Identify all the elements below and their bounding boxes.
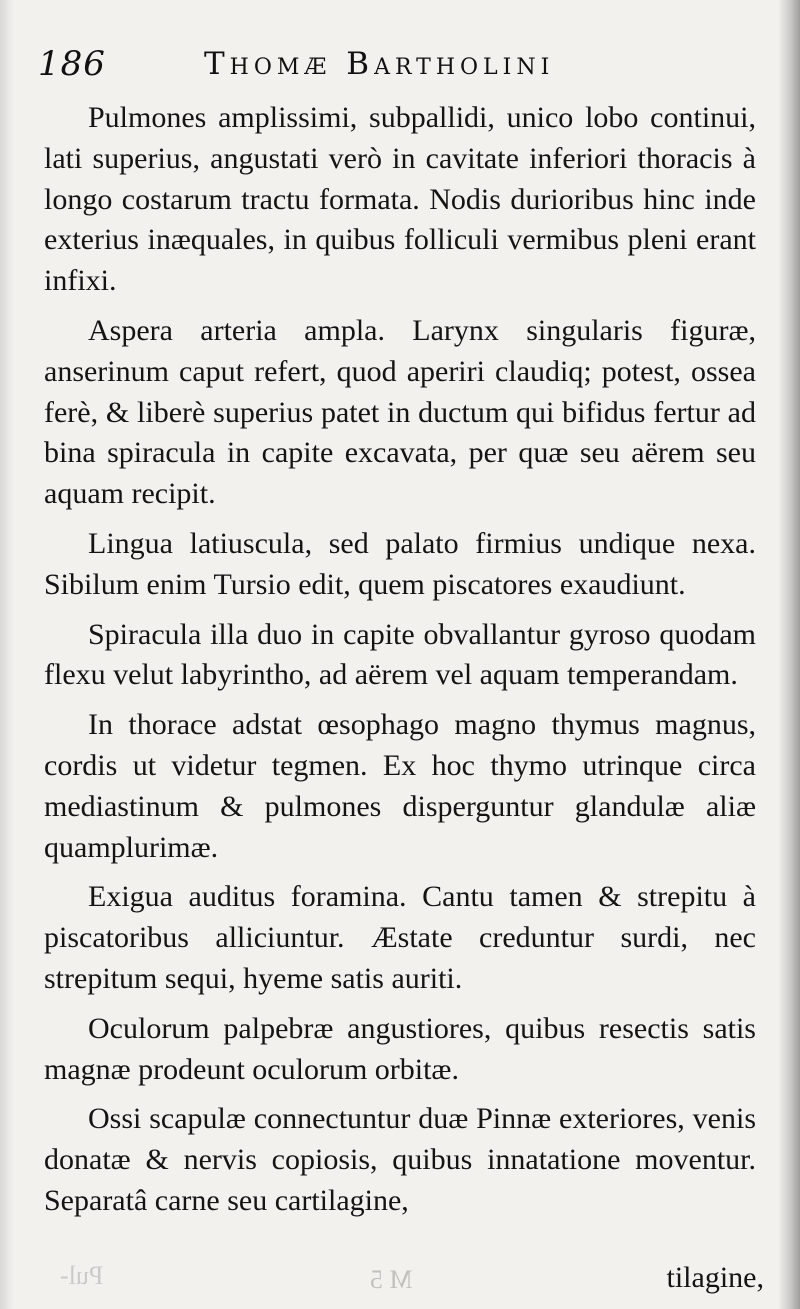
paragraph-eyes: Oculorum palpebræ angustiores, quibus resectis satis magnæ prodeunt oculorum orbitæ. [44, 1011, 756, 1086]
page-edge-shadow [778, 0, 800, 1309]
paragraph-thorax: In thorace adstat œsophago magno thymus magnus, cordis ut videtur tegmen. Ex hoc thymo utrinque circa mediastinum & pulmones disperguntur glandulæ aliæ quamplurimæ. [44, 708, 756, 864]
paragraph-tongue: Lingua latiuscula, sed palato firmius undique nexa. Sibilum enim Tursio edit, quem piscatores exaudiunt. [44, 526, 756, 601]
page-number: 186 [38, 44, 106, 84]
paragraph-hearing: Exigua auditus foramina. Cantu tamen & strepitu à piscatoribus alliciuntur. Æstate creduntur surdi, nec strepitum sequi, hyeme satis auriti. [44, 880, 756, 995]
paragraph-fins: Ossi scapulæ connectuntur duæ Pinnæ exteriores, venis donatæ & nervis copiosis, quibus innatatione moventur. Separatâ carne seu cartilagine, [44, 1102, 756, 1217]
signature-mark: M 5 [370, 1265, 413, 1294]
paragraph-lungs: Pulmones amplissimi, subpallidi, unico lobo continui, lati superius, angustati verò in cavitate inferiori thoracis à longo costarum tractu formata. Nodis durioribus hinc inde exterius inæquales, in quibus folliculi vermibus pleni erant infixi. [44, 101, 756, 298]
paragraph-spiracles: Spiracula illa duo in capite obvallantur gyroso quodam flexu velut labyrintho, ad aërem vel aquam temperandam. [44, 617, 756, 692]
paragraph-trachea: Aspera arteria ampla. Larynx singularis figuræ, anserinum caput refert, quod aperiri claudiq; potest, ossea ferè, & liberè superius patet in ductum qui bifidus fertur ad bina spiracula in capite excavata, per quæ seu aërem seu aquam recipit. [44, 313, 756, 511]
show-through-text: Pul- [60, 1261, 104, 1290]
running-title: Thomæ Bartholini [204, 46, 555, 82]
body-text [44, 98, 756, 1222]
page-header [38, 44, 758, 96]
page-gutter-shadow [0, 0, 14, 1309]
catchword: tilagine, [666, 1261, 764, 1294]
